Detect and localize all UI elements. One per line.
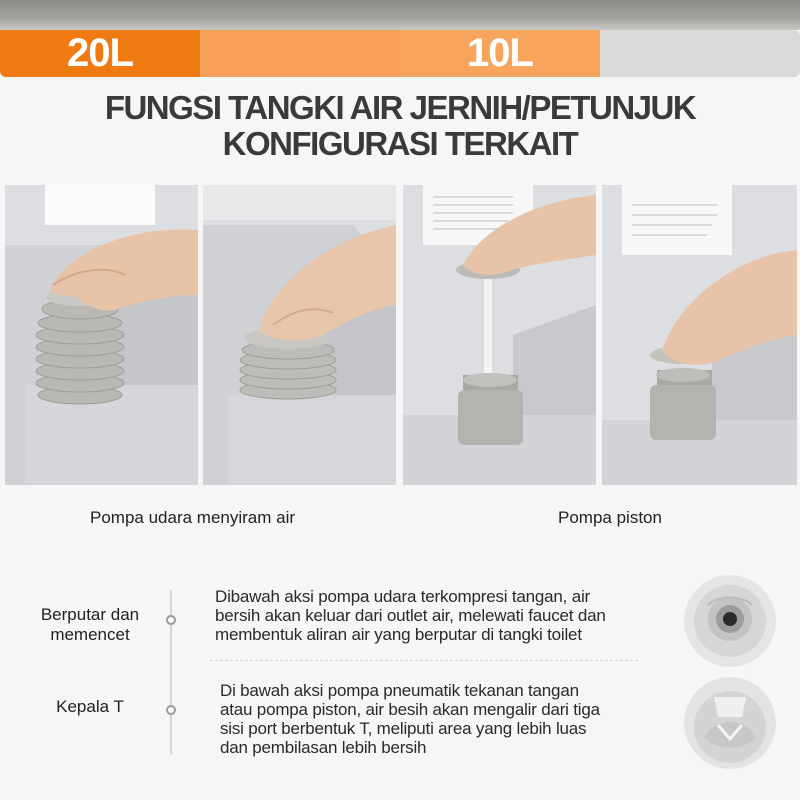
pump-photo-strip: [5, 185, 797, 485]
page-title: [0, 90, 800, 162]
timeline-node: [166, 615, 176, 625]
capacity-20l: 20L: [0, 30, 200, 77]
feature-text-t-head: Di bawah aksi pompa pneumatik tekanan tangan atau pompa piston, air besih akan mengalir dari tiga sisi port berbentuk T, meliputi area yang lebih luas dan pembilasan lebih bersih: [220, 681, 600, 757]
capacity-10l: 10L: [400, 30, 600, 77]
feature-list: [0, 585, 800, 800]
capacity-bar-empty: [600, 30, 800, 77]
photo-bellows-press-2: [203, 185, 396, 485]
photo-piston-pull: [403, 185, 596, 485]
page-title-line1: FUNGSI TANGKI AIR JERNIH/PETUNJUK: [104, 89, 696, 126]
capacity-bar: [0, 30, 800, 77]
feature-label-swirl: Berputar dan memencet: [40, 605, 140, 644]
floor-background: [0, 0, 800, 30]
t-head-outlet-thumbnail: [684, 677, 776, 769]
caption-piston-pump: Pompa piston: [558, 508, 662, 527]
capacity-bar-segment: [200, 30, 400, 77]
divider: [210, 660, 638, 661]
page-title-line2: KONFIGURASI TERKAIT: [222, 125, 578, 162]
caption-air-pump: Pompa udara menyiram air: [90, 508, 296, 527]
swirl-outlet-thumbnail: [684, 575, 776, 667]
photo-bellows-press-1: [5, 185, 198, 485]
timeline-node: [166, 705, 176, 715]
feature-label-t-head: Kepala T: [56, 697, 124, 716]
feature-text-swirl: Dibawah aksi pompa udara terkompresi tangan, air bersih akan keluar dari outlet air, melewati faucet dan membentuk aliran air yang berputar di tangki toilet: [215, 587, 606, 644]
photo-piston-press: [602, 185, 797, 485]
